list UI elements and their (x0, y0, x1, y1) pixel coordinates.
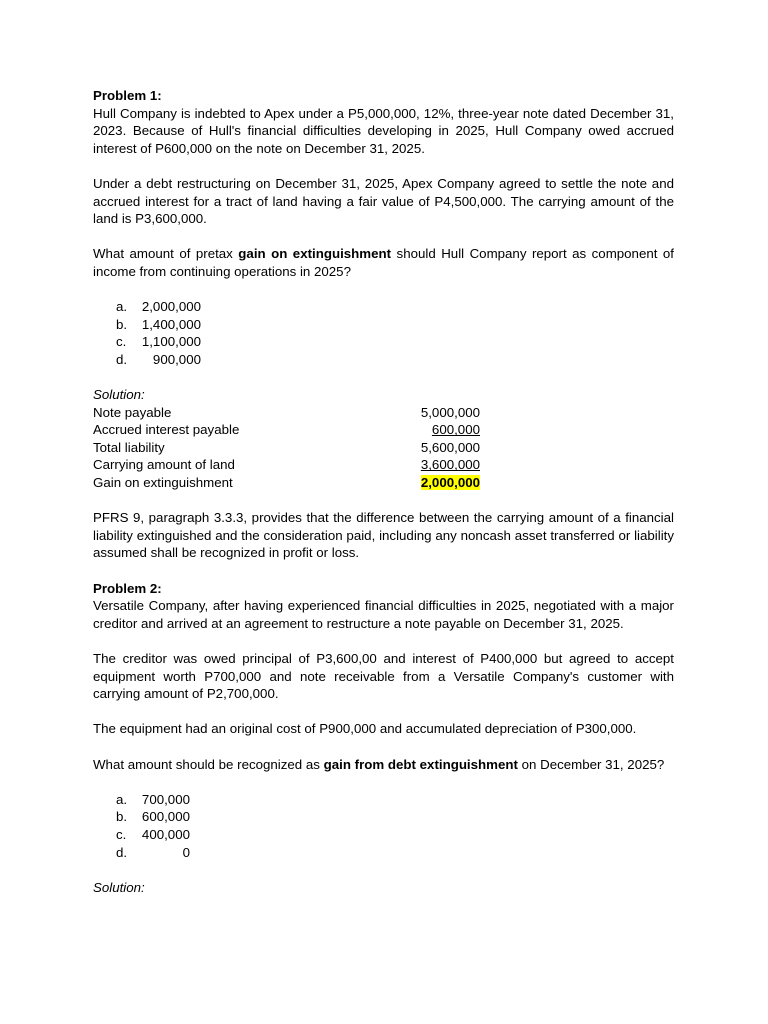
choice-letter: d. (116, 844, 128, 860)
solution-row (93, 474, 480, 492)
solution-row-amount: 3,600,000 (420, 457, 480, 473)
choice-letter: c. (116, 826, 127, 842)
problem-1-solution-label: Solution: (93, 387, 145, 403)
problem-1-choices (93, 298, 674, 368)
choice-item (93, 791, 674, 809)
problem-1-heading: Problem 1: (93, 88, 162, 103)
problem-1-paragraph-2: Under a debt restructuring on December 31, 2025, Apex Company agreed to settle the note and accrued interest for a tract of land having a fair value of P4,500,000. The carrying amount of the land is P3,600,000. (93, 175, 674, 227)
problem-2-choices (93, 791, 674, 861)
problem-2-solution-label: Solution: (93, 879, 145, 895)
solution-row-label: Note payable (93, 404, 172, 420)
choice-value: 600,000 (141, 809, 190, 825)
solution-row-label: Total liability (93, 439, 165, 455)
choice-letter: d. (116, 351, 128, 367)
question-emphasis: gain on extinguishment (238, 246, 392, 262)
solution-row-amount: 600,000 (431, 422, 480, 438)
question-text-end: should Hull Company report as component of income from continuing operations in 2025? (93, 246, 674, 279)
problem-2-paragraph-2: The creditor was owed principal of P3,600,00 and interest of P400,000 but agreed to accept equipment worth P700,000 and note receivable from a Versatile Company's customer with carrying amount of P2,700,000. (93, 651, 674, 702)
choice-item (93, 808, 674, 826)
choice-value: 1,400,000 (141, 316, 201, 332)
choice-letter: c. (116, 334, 127, 350)
problem-2-question (93, 756, 674, 774)
choice-value: 400,000 (141, 826, 190, 842)
choice-letter: b. (116, 809, 128, 825)
solution-row (93, 404, 480, 422)
choice-value: 1,100,000 (141, 334, 201, 350)
solution-row-label: Accrued interest payable (93, 422, 240, 438)
choice-letter: a. (116, 791, 128, 807)
question-emphasis: gain from debt extinguishment (323, 756, 518, 772)
pfrs-note: PFRS 9, paragraph 3.3.3, provides that the difference between the carrying amount of a financial liability extinguished and the consideration paid, including any noncash asset transferred or liability assumed shall be recognized in profit or loss. (93, 510, 674, 561)
problem-2-paragraph-1: Versatile Company, after having experienced financial difficulties in 2025, negotiated with a major creditor and arrived at an agreement to restructure a note payable on December 31, 2025. (93, 598, 674, 631)
solution-row-amount: 5,000,000 (420, 404, 480, 420)
solution-row-amount: 5,600,000 (420, 439, 480, 455)
choice-item (93, 316, 674, 334)
choice-letter: a. (116, 299, 128, 315)
solution-row (93, 421, 480, 439)
choice-value: 0 (182, 844, 190, 860)
solution-row-label: Gain on extinguishment (93, 475, 233, 491)
choice-item (93, 844, 674, 862)
question-text-start: What amount of pretax (93, 246, 239, 262)
question-text-start: What amount should be recognized as (93, 756, 324, 772)
document-body (93, 87, 674, 896)
solution-row (93, 456, 480, 474)
problem-1-question (93, 245, 674, 280)
problem-2-heading: Problem 2: (93, 580, 162, 596)
choice-letter: b. (116, 316, 128, 332)
question-text-end: on December 31, 2025? (517, 756, 665, 772)
choice-value: 900,000 (152, 351, 201, 367)
choice-item (93, 298, 674, 316)
problem-1-solution-table (93, 404, 480, 492)
highlighted-answer: 2,000,000 (420, 475, 480, 491)
choice-value: 2,000,000 (141, 299, 201, 315)
problem-1-paragraph-1: Hull Company is indebted to Apex under a P5,000,000, 12%, three-year note dated December 31, 2023. Because of Hull's financial difficulties developing in 2025, Hull Company owed accrued interest of P600,000 on the note on December 31, 2025. (93, 105, 674, 156)
solution-row-label: Carrying amount of land (93, 457, 235, 473)
choice-item (93, 333, 674, 351)
choice-value: 700,000 (141, 791, 190, 807)
choice-item (93, 351, 674, 369)
solution-row (93, 439, 480, 457)
problem-2-paragraph-3: The equipment had an original cost of P900,000 and accumulated depreciation of P300,000. (93, 721, 637, 737)
choice-item (93, 826, 674, 844)
